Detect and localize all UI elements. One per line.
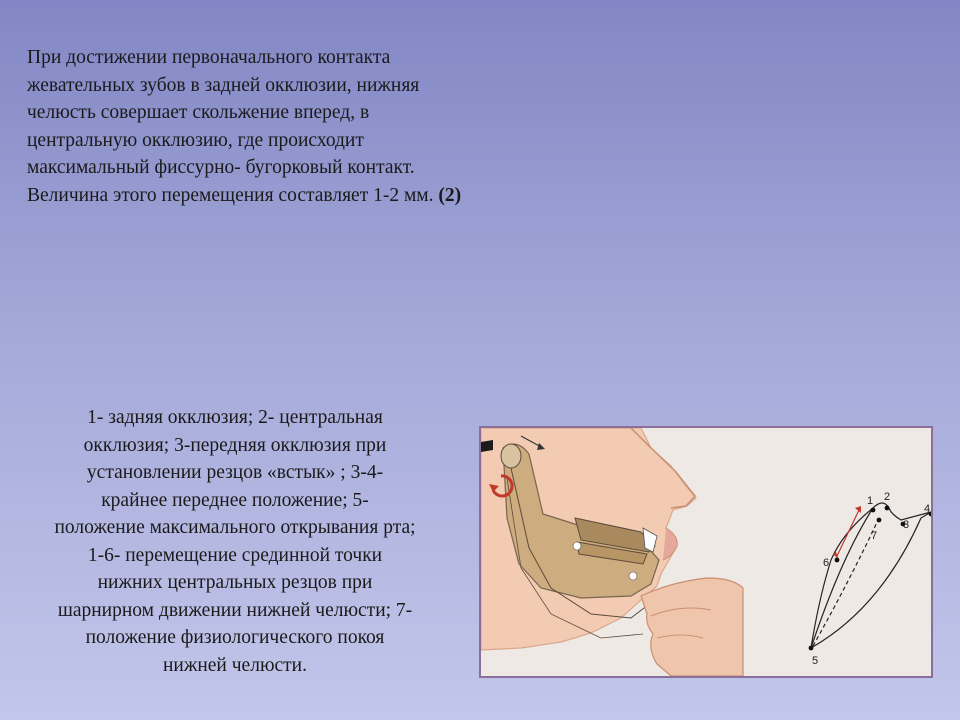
point-label-3: 3 [903,519,910,531]
posselt-diagram [809,491,931,667]
paragraph-line: Величина этого перемещения составляет 1-2 мм. [27,184,434,206]
point-label-2: 2 [884,491,891,503]
point-label-1: 1 [867,495,874,507]
caption-line: положение максимального открывания рта; [54,517,416,538]
jaw-movement-figure [479,426,933,678]
point-label-6: 6 [823,557,830,569]
paragraph-line: максимальный фиссурно- бугорковый контакт. [27,157,415,178]
paragraph-line: челюсть совершает скольжение вперед, в [27,102,370,123]
caption-line: крайнее переднее положение; 5- [101,489,369,511]
hand [641,578,743,676]
point-6 [835,558,840,563]
condyle-dark-mark [481,440,493,452]
caption-line: 1-6- перемещение срединной точки [87,544,383,566]
caption-line: положение физиологического покоя [85,627,385,648]
reference-mark: (2) [438,184,462,206]
hinge-movement-red-arrow [837,510,859,556]
point-7 [877,518,882,523]
point-2 [885,506,890,511]
point-1 [871,508,876,513]
paragraph-line: центральную окклюзию, где происходит [27,129,364,151]
figure-caption [4,404,466,679]
caption-line: установлении резцов «встык» ; 3-4- [86,462,384,483]
condyle [501,444,521,468]
point-label-5: 5 [812,655,819,667]
main-paragraph [27,44,587,209]
caption-line: шарнирном движении нижней челюсти; 7- [57,599,413,621]
caption-line: нижних центральных резцов при [97,572,373,593]
tooth-highlight [573,542,581,550]
caption-line: окклюзия; 3-передняя окклюзия при [83,434,387,456]
jaw-illustration [481,428,931,676]
paragraph-line-last [27,182,587,210]
paragraph-line: При достижении первоначального контакта [27,47,391,68]
envelope-outer-curve [811,503,931,648]
point-label-4: 4 [924,503,931,515]
caption-line: 1- задняя окклюзия; 2- центральная [87,407,383,428]
point-5 [809,646,814,651]
tooth-highlight [629,572,637,580]
caption-line: нижней челюсти. [163,654,307,676]
point-label-7: 7 [871,530,878,542]
paragraph-line: жевательных зубов в задней окклюзии, нижняя [27,74,420,96]
